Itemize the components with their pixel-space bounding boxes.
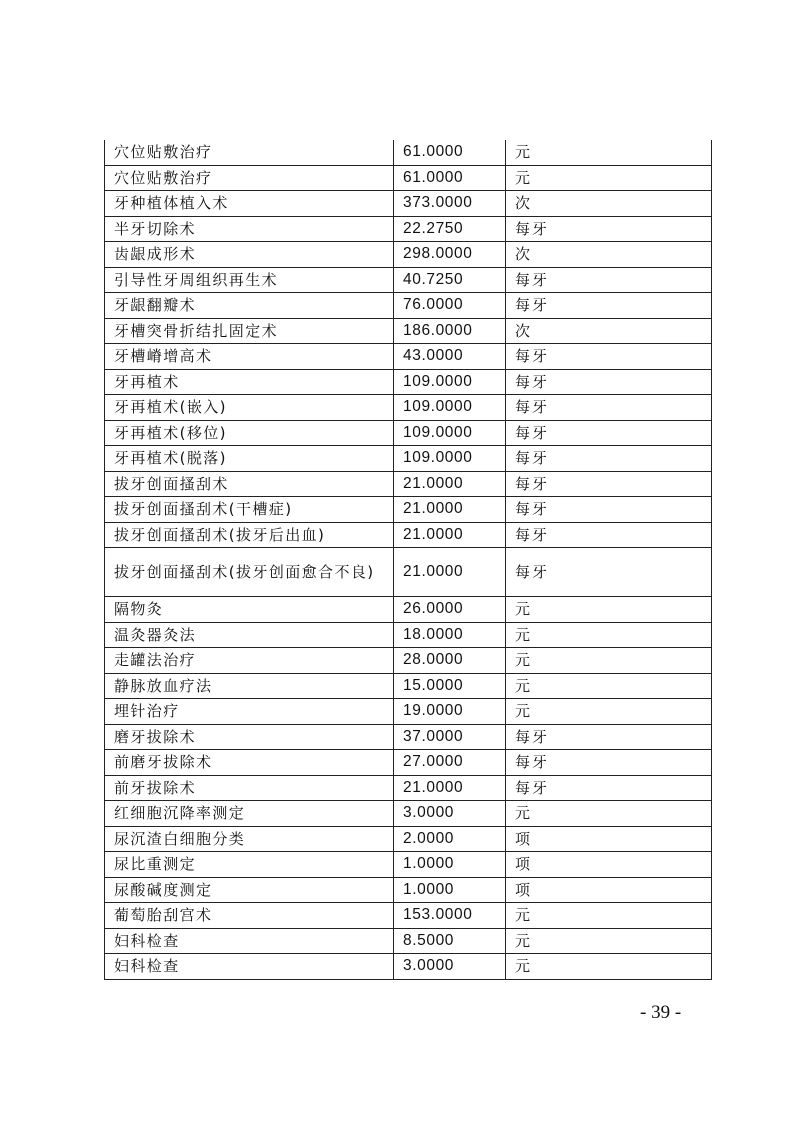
unit-cell: 元 [506,597,712,623]
table-row [105,267,712,293]
price-cell: 27.0000 [394,750,506,776]
item-name-cell: 尿酸碱度测定 [105,877,394,903]
price-cell: 28.0000 [394,648,506,674]
item-name-cell: 牙龈翻瓣术 [105,293,394,319]
table-row [105,622,712,648]
item-name-cell: 牙再植术 [105,369,394,395]
price-cell: 153.0000 [394,903,506,929]
price-cell: 109.0000 [394,420,506,446]
item-name-cell: 引导性牙周组织再生术 [105,267,394,293]
unit-cell: 项 [506,826,712,852]
item-name-cell: 牙再植术(嵌入) [105,395,394,421]
fee-table [104,140,712,980]
table-row [105,775,712,801]
table-row [105,522,712,548]
table-row [105,877,712,903]
item-name-cell: 妇科检查 [105,954,394,980]
price-cell: 26.0000 [394,597,506,623]
table-row [105,928,712,954]
unit-cell: 每牙 [506,471,712,497]
unit-cell: 元 [506,140,712,165]
unit-cell: 每牙 [506,446,712,472]
price-cell: 109.0000 [394,446,506,472]
price-cell: 43.0000 [394,344,506,370]
item-name-cell: 埋针治疗 [105,699,394,725]
item-name-cell: 前牙拔除术 [105,775,394,801]
table-row [105,369,712,395]
unit-cell: 元 [506,801,712,827]
price-cell: 19.0000 [394,699,506,725]
table-row [105,954,712,980]
price-cell: 18.0000 [394,622,506,648]
unit-cell: 元 [506,673,712,699]
unit-cell: 次 [506,191,712,217]
price-cell: 61.0000 [394,140,506,165]
table-row [105,420,712,446]
item-name-cell: 尿比重测定 [105,852,394,878]
unit-cell: 次 [506,318,712,344]
item-name-cell: 牙槽嵴增高术 [105,344,394,370]
table-row [105,648,712,674]
price-cell: 3.0000 [394,954,506,980]
unit-cell: 项 [506,877,712,903]
unit-cell: 每牙 [506,548,712,597]
item-name-cell: 牙种植体植入术 [105,191,394,217]
table-row [105,903,712,929]
item-name-cell: 拔牙创面搔刮术 [105,471,394,497]
unit-cell: 次 [506,242,712,268]
table-row [105,852,712,878]
item-name-cell: 齿龈成形术 [105,242,394,268]
unit-cell: 元 [506,954,712,980]
unit-cell: 每牙 [506,395,712,421]
item-name-cell: 穴位贴敷治疗 [105,165,394,191]
table-row [105,471,712,497]
item-name-cell: 穴位贴敷治疗 [105,140,394,165]
price-cell: 109.0000 [394,395,506,421]
item-name-cell: 隔物灸 [105,597,394,623]
unit-cell: 每牙 [506,216,712,242]
price-cell: 15.0000 [394,673,506,699]
price-cell: 109.0000 [394,369,506,395]
unit-cell: 每牙 [506,750,712,776]
item-name-cell: 静脉放血疗法 [105,673,394,699]
item-name-cell: 拔牙创面搔刮术(拔牙后出血) [105,522,394,548]
item-name-cell: 拔牙创面搔刮术(拔牙创面愈合不良) [105,548,394,597]
price-cell: 2.0000 [394,826,506,852]
item-name-cell: 牙再植术(脱落) [105,446,394,472]
unit-cell: 每牙 [506,497,712,523]
price-cell: 21.0000 [394,471,506,497]
item-name-cell: 磨牙拔除术 [105,724,394,750]
item-name-cell: 尿沉渣白细胞分类 [105,826,394,852]
unit-cell: 元 [506,165,712,191]
table-row [105,395,712,421]
table-row [105,191,712,217]
unit-cell: 元 [506,648,712,674]
price-cell: 76.0000 [394,293,506,319]
price-cell: 186.0000 [394,318,506,344]
table-row [105,497,712,523]
price-cell: 61.0000 [394,165,506,191]
item-name-cell: 走罐法治疗 [105,648,394,674]
price-cell: 298.0000 [394,242,506,268]
table-row [105,344,712,370]
unit-cell: 每牙 [506,522,712,548]
fee-table-body [105,140,712,979]
table-row [105,699,712,725]
item-name-cell: 前磨牙拔除术 [105,750,394,776]
unit-cell: 元 [506,699,712,725]
unit-cell: 每牙 [506,369,712,395]
table-row [105,597,712,623]
unit-cell: 元 [506,622,712,648]
price-cell: 1.0000 [394,877,506,903]
table-row [105,216,712,242]
price-cell: 21.0000 [394,522,506,548]
unit-cell: 元 [506,903,712,929]
item-name-cell: 葡萄胎刮宫术 [105,903,394,929]
table-row [105,548,712,597]
table-row [105,318,712,344]
unit-cell: 项 [506,852,712,878]
table-row [105,242,712,268]
price-cell: 1.0000 [394,852,506,878]
unit-cell: 每牙 [506,267,712,293]
item-name-cell: 拔牙创面搔刮术(干槽症) [105,497,394,523]
table-row [105,140,712,165]
table-row [105,165,712,191]
item-name-cell: 牙再植术(移位) [105,420,394,446]
table-row [105,750,712,776]
table-row [105,446,712,472]
item-name-cell: 温灸器灸法 [105,622,394,648]
table-row [105,826,712,852]
unit-cell: 每牙 [506,344,712,370]
unit-cell: 每牙 [506,293,712,319]
price-cell: 37.0000 [394,724,506,750]
table-row [105,293,712,319]
item-name-cell: 牙槽突骨折结扎固定术 [105,318,394,344]
item-name-cell: 半牙切除术 [105,216,394,242]
table-row [105,673,712,699]
price-cell: 3.0000 [394,801,506,827]
item-name-cell: 妇科检查 [105,928,394,954]
table-row [105,801,712,827]
price-cell: 22.2750 [394,216,506,242]
unit-cell: 元 [506,928,712,954]
item-name-cell: 红细胞沉降率测定 [105,801,394,827]
page-number: - 39 - [640,1002,682,1023]
price-cell: 21.0000 [394,497,506,523]
price-cell: 21.0000 [394,775,506,801]
table-row [105,724,712,750]
price-cell: 21.0000 [394,548,506,597]
unit-cell: 每牙 [506,724,712,750]
unit-cell: 每牙 [506,775,712,801]
price-cell: 8.5000 [394,928,506,954]
price-cell: 40.7250 [394,267,506,293]
price-cell: 373.0000 [394,191,506,217]
unit-cell: 每牙 [506,420,712,446]
